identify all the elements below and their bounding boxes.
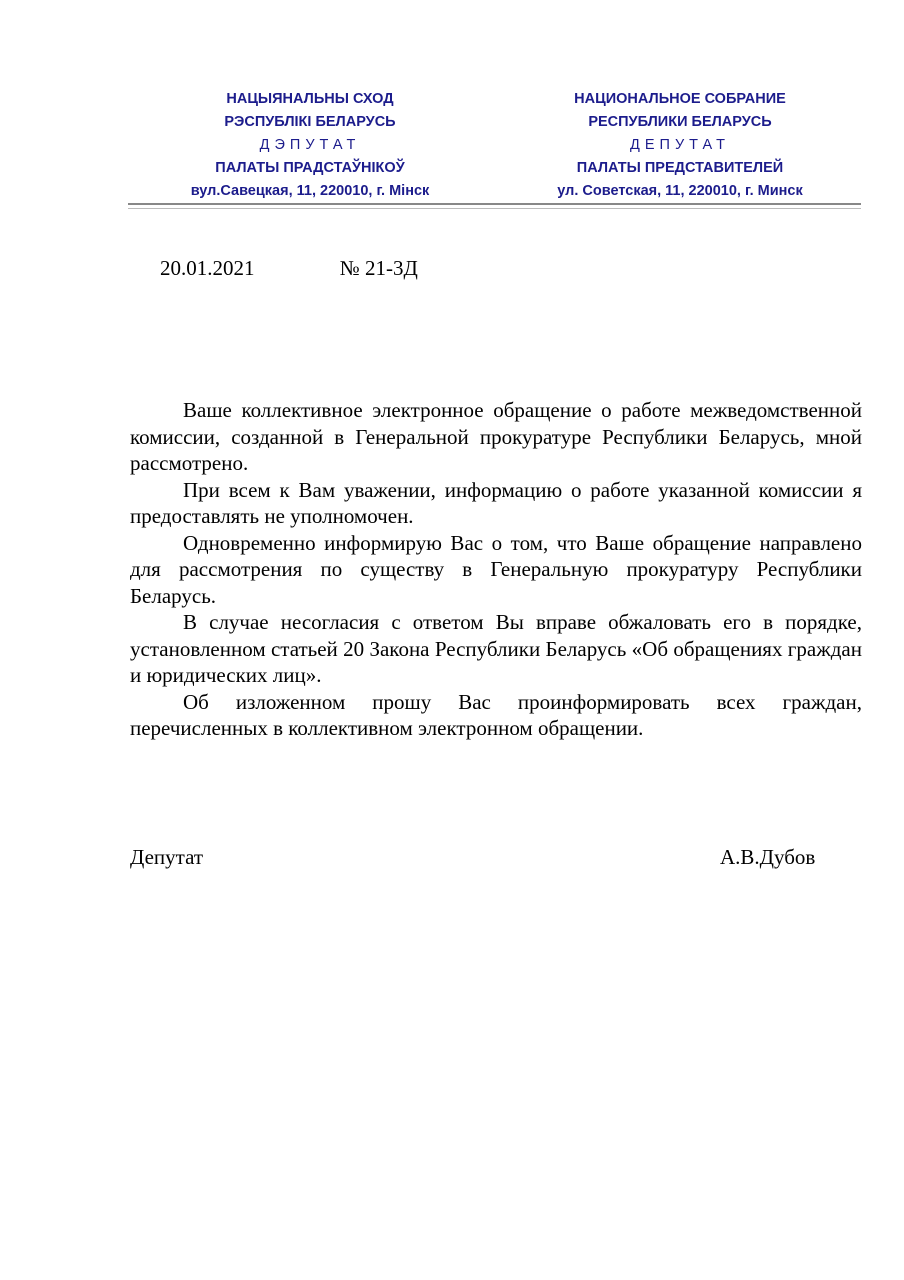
document-meta xyxy=(160,256,418,281)
letterhead-line: ПАЛАТЫ ПРАДСТАЎНІКОЎ xyxy=(215,160,405,176)
letterhead-address: ул. Советская, 11, 220010, г. Минск xyxy=(557,183,803,199)
paragraph: Об изложенном прошу Вас проинформировать всех граждан, перечисленных в коллективном электронном обращении. xyxy=(130,689,862,740)
letterhead-line: ДЕПУТАТ xyxy=(630,137,730,153)
paragraph: Одновременно информирую Вас о том, что Ваше обращение направлено для рассмотрения по существу в Генеральную прокуратуру Республики Беларусь. xyxy=(130,530,862,608)
document-number: № 21-3Д xyxy=(339,256,418,280)
letterhead-line: РЕСПУБЛИКИ БЕЛАРУСЬ xyxy=(588,114,772,130)
letterhead-line: РЭСПУБЛІКІ БЕЛАРУСЬ xyxy=(224,114,396,130)
letterhead-address: вул.Савецкая, 11, 220010, г. Мінск xyxy=(190,183,430,199)
paragraph: Ваше коллективное электронное обращение о работе межведомственной комиссии, созданной в Генеральной прокуратуре Республики Беларусь, мной рассмотрено. xyxy=(130,398,862,475)
paragraph: При всем к Вам уважении, информацию о работе указанной комиссии я предоставлять не уполномочен. xyxy=(130,477,862,528)
signature-name: А.В.Дубов xyxy=(720,845,816,869)
letterhead-line: НАЦЫЯНАЛЬНЫ СХОД xyxy=(226,91,394,107)
letterhead-line: ДЭПУТАТ xyxy=(259,137,361,153)
letterhead-line: ПАЛАТЫ ПРЕДСТАВИТЕЛЕЙ xyxy=(576,160,784,176)
letterhead-line: НАЦИОНАЛЬНОЕ СОБРАНИЕ xyxy=(574,91,786,107)
letterhead-belarusian xyxy=(150,88,470,203)
letter-body xyxy=(130,397,862,742)
letterhead-divider xyxy=(128,203,861,209)
document-date: 20.01.2021 xyxy=(160,256,255,280)
signature-title: Депутат xyxy=(130,845,204,869)
paragraph: В случае несогласия с ответом Вы вправе обжаловать его в порядке, установленном статьей 20 Закона Республики Беларусь «Об обращениях граждан и юридических лиц». xyxy=(130,610,862,687)
letterhead-russian xyxy=(515,88,845,203)
